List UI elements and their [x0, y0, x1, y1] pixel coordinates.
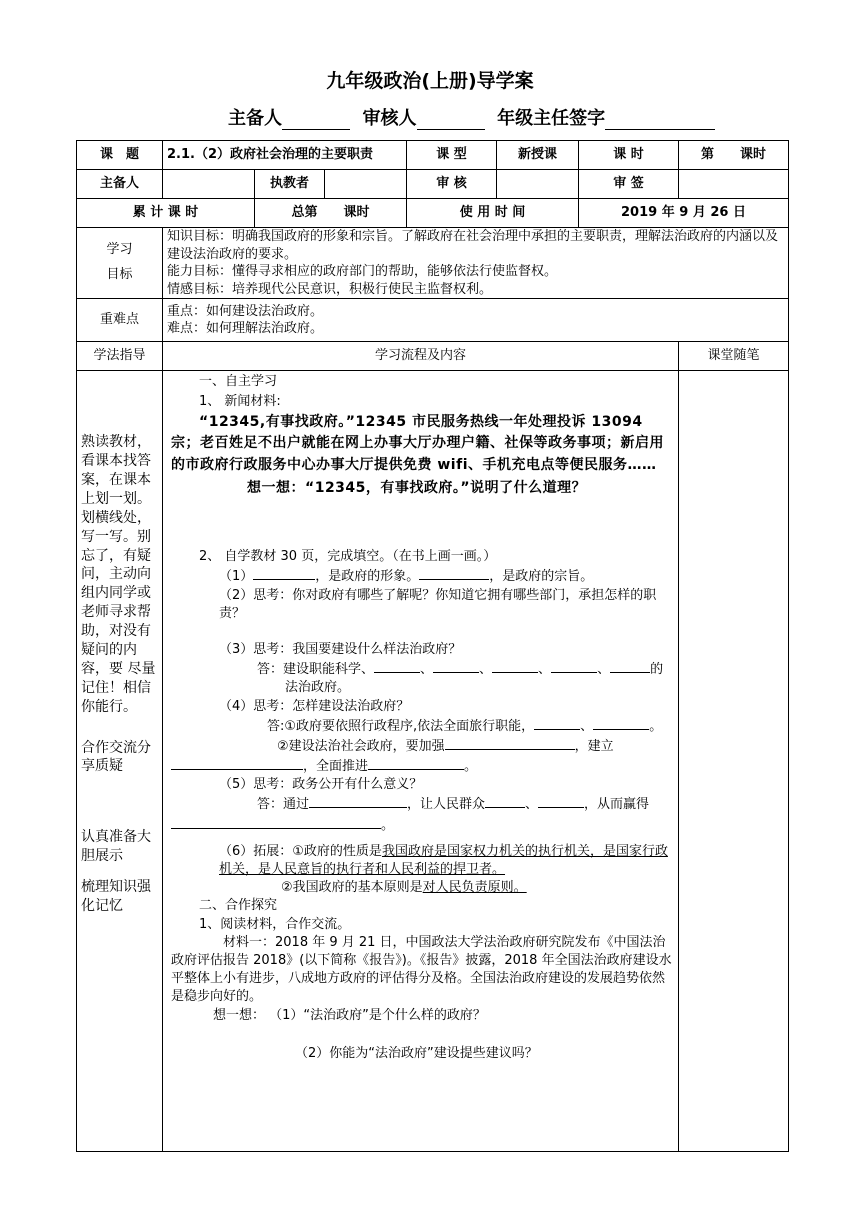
q3-answer-prefix: 答：建设职能科学、 — [257, 662, 375, 678]
goals-content — [163, 228, 789, 299]
page-title: 九年级政治(上册)导学案 — [326, 70, 534, 92]
type-label: 课 型 — [407, 141, 497, 170]
q5-answer-mid: ，让人民群众 — [407, 797, 486, 813]
q1-blank-1[interactable] — [253, 566, 315, 580]
section-1-heading: 一、自主学习 — [199, 374, 278, 390]
q4-blank-1[interactable] — [534, 716, 580, 730]
q4-blank-3[interactable] — [445, 736, 575, 750]
q3-answer: 答：建设职能科学、 、 、 、 、 的 — [171, 659, 674, 679]
teacher-value[interactable] — [325, 170, 407, 199]
review-label: 审 核 — [407, 170, 497, 199]
q5-blank-2[interactable] — [485, 794, 525, 808]
q5-blank-1[interactable] — [309, 794, 407, 808]
difficult-point: 难点：如何理解法治政府。 — [167, 321, 324, 337]
q5-blank-3[interactable] — [538, 794, 584, 808]
key-content — [163, 299, 789, 342]
goal-emotion: 情感目标：培养现代公民意识，积极行使民主监督权利。 — [167, 281, 493, 297]
key-label: 重难点 — [77, 299, 163, 342]
preparer-label: 主备人 — [77, 170, 163, 199]
q3-blank-1[interactable] — [374, 659, 420, 673]
q4-answer-1: 答:①政府要依照行政程序,依法全面旅行职能， 、 。 — [171, 716, 674, 736]
col-method: 学法指导 — [77, 342, 163, 371]
q3-answer-end: 法治政府。 — [285, 680, 351, 696]
q1-prefix: （1） — [219, 569, 254, 585]
sign-label: 审 签 — [579, 170, 679, 199]
q1-purpose-text: ，是政府的宗旨。 — [489, 569, 594, 585]
q3-blank-2[interactable] — [433, 659, 479, 673]
notes-area[interactable] — [679, 371, 789, 1152]
sign-prepare-label: 主备人 — [228, 108, 282, 129]
q6-nature: 我国政府是国家权力机关的执行机关，是国家行政机关，是人民意旨的执行者和人民利益的捍卫者。 — [219, 843, 668, 878]
col-notes: 课堂随笔 — [679, 342, 789, 371]
section-2-heading: 二、合作探究 — [199, 898, 278, 914]
sign-director-blank[interactable] — [605, 111, 715, 130]
section-1-1: 1、 新闻材料: — [199, 394, 281, 410]
guide-present: 认真准备大胆展示 — [81, 829, 151, 865]
q6-principle-prefix: ②我国政府的基本原则是 — [281, 880, 423, 896]
goals-label — [77, 228, 163, 299]
total-label: 总第 课时 — [255, 199, 407, 228]
section-2-1: 1、阅读材料，合作交流。 — [199, 916, 351, 932]
q4-blank-5[interactable] — [368, 756, 464, 770]
period-value: 第 课时 — [679, 141, 789, 170]
q6-principle — [171, 879, 674, 897]
q5-answer-end: ，从而赢得 — [584, 797, 650, 813]
topic-value: 2.1.（2）政府社会治理的主要职责 — [163, 141, 407, 170]
q5-answer-2: 。 — [171, 815, 674, 835]
usage-value: 2019 年 9 月 26 日 — [579, 199, 789, 228]
q1-image-text: ，是政府的形象。 — [315, 569, 420, 585]
col-process: 学习流程及内容 — [163, 342, 679, 371]
q5: （5）思考：政务公开有什么意义？ — [219, 777, 423, 793]
news-material: “12345,有事找政府。”12345 市民服务热线一年处理投诉 13094 宗；老百姓足不出户就能在网上办事大厅办理户籍、社保等政务事项；新启用的市政府行政服务中心办事大厅提供免费 wifi、手机充电点等便民服务…… — [171, 413, 664, 473]
q3-blank-5[interactable] — [610, 659, 650, 673]
sign-review-blank[interactable] — [417, 111, 485, 130]
usage-label: 使 用 时 间 — [407, 199, 579, 228]
q1 — [171, 566, 674, 586]
q4: （4）思考：怎样建设法治政府？ — [219, 698, 410, 714]
guide-cooperate: 合作交流分享质疑 — [81, 739, 151, 775]
goal-ability: 能力目标：懂得寻求相应的政府部门的帮助，能够依法行使监督权。 — [167, 264, 558, 280]
q4-blank-4[interactable] — [171, 756, 303, 770]
sign-review-label: 审核人 — [362, 108, 417, 129]
q5-answer: 答：通过 ，让人民群众 、 ，从而赢得 — [171, 794, 674, 814]
sign-line — [228, 104, 715, 130]
q4-blank-2[interactable] — [593, 716, 649, 730]
cumulative-label: 累 计 课 时 — [77, 199, 255, 228]
section-1-2: 2、 自学教材 30 页，完成填空。（在书上画一画。） — [199, 549, 497, 565]
sign-value[interactable] — [679, 170, 789, 199]
q3: （3）思考：我国要建设什么样法治政府？ — [219, 641, 462, 657]
sign-prepare-blank[interactable] — [282, 111, 350, 130]
q4-answer-3-text: ，全面推进 — [303, 759, 369, 775]
q6 — [171, 843, 674, 879]
guide-read: 熟读教材，看课本找答案，在课本上划一划。划横线处，写一写。别忘了，有疑问，主动向组内同学或老师寻求帮助，对没有疑问的内容，要 尽量记住！相信你能行。 — [81, 434, 156, 715]
preparer-value[interactable] — [163, 170, 255, 199]
q5-answer-prefix: 答：通过 — [257, 797, 310, 813]
q4-answer-2 — [171, 736, 674, 756]
q4-answer-2-text: ②建设法治社会政府，要加强 — [277, 738, 445, 754]
teacher-label: 执教者 — [255, 170, 325, 199]
q6-principle-value: 对人民负责原则。 — [422, 880, 527, 896]
lesson-table — [76, 140, 789, 1152]
think-2: 想一想： （1）“法治政府”是个什么样的政府？ — [213, 1007, 486, 1023]
goals-label-line1: 学习 — [106, 242, 133, 258]
topic-label: 课 题 — [77, 141, 163, 170]
type-value: 新授课 — [497, 141, 579, 170]
guide-summarize: 梳理知识强化记忆 — [81, 879, 151, 914]
q3-answer-suffix: 的 — [650, 662, 664, 678]
q4-answer-2-build: ，建立 — [574, 738, 614, 754]
q3-blank-4[interactable] — [551, 659, 597, 673]
period-label: 课 时 — [579, 141, 679, 170]
q6-prefix: （6）拓展：①政府的性质是 — [219, 843, 382, 859]
q4-answer-1-text: 答:①政府要依照行政程序,依法全面旅行职能， — [267, 718, 535, 734]
review-value[interactable] — [497, 170, 579, 199]
goal-knowledge: 知识目标：明确我国政府的形象和宗旨。了解政府在社会治理中承担的主要职责，理解法治政府的内涵以及建设法治政府的要求。 — [167, 229, 779, 262]
key-point: 重点：如何建设法治政府。 — [167, 303, 324, 319]
think-2b: （2）你能为“法治政府”建设提些建议吗？ — [295, 1045, 538, 1061]
q1-blank-2[interactable] — [419, 566, 489, 580]
process-content — [163, 371, 679, 1152]
q2: （2）思考：你对政府有哪些了解呢？你知道它拥有哪些部门，承担怎样的职责？ — [219, 587, 657, 621]
think-1: 想一想：“12345，有事找政府。”说明了什么道理？ — [247, 479, 587, 496]
q4-answer-3: ，全面推进 。 — [171, 756, 674, 776]
q3-blank-3[interactable] — [492, 659, 538, 673]
goals-label-line2: 目标 — [106, 267, 133, 283]
sign-director-label: 年级主任签字 — [497, 108, 606, 129]
material-1: 材料一：2018 年 9 月 21 日，中国政法大学法治政府研究院发布《中国法治政府评估报告 2018》(以下简称《报告》)。《报告》披露，2018 年全国法治政府建设水平整体上小有进步，八成地方政府的评估得分及格。全国法治政府建设的发展趋势依然是稳步向好的。 — [171, 934, 672, 1005]
method-guide — [77, 371, 163, 1152]
q5-blank-4[interactable] — [171, 815, 381, 829]
